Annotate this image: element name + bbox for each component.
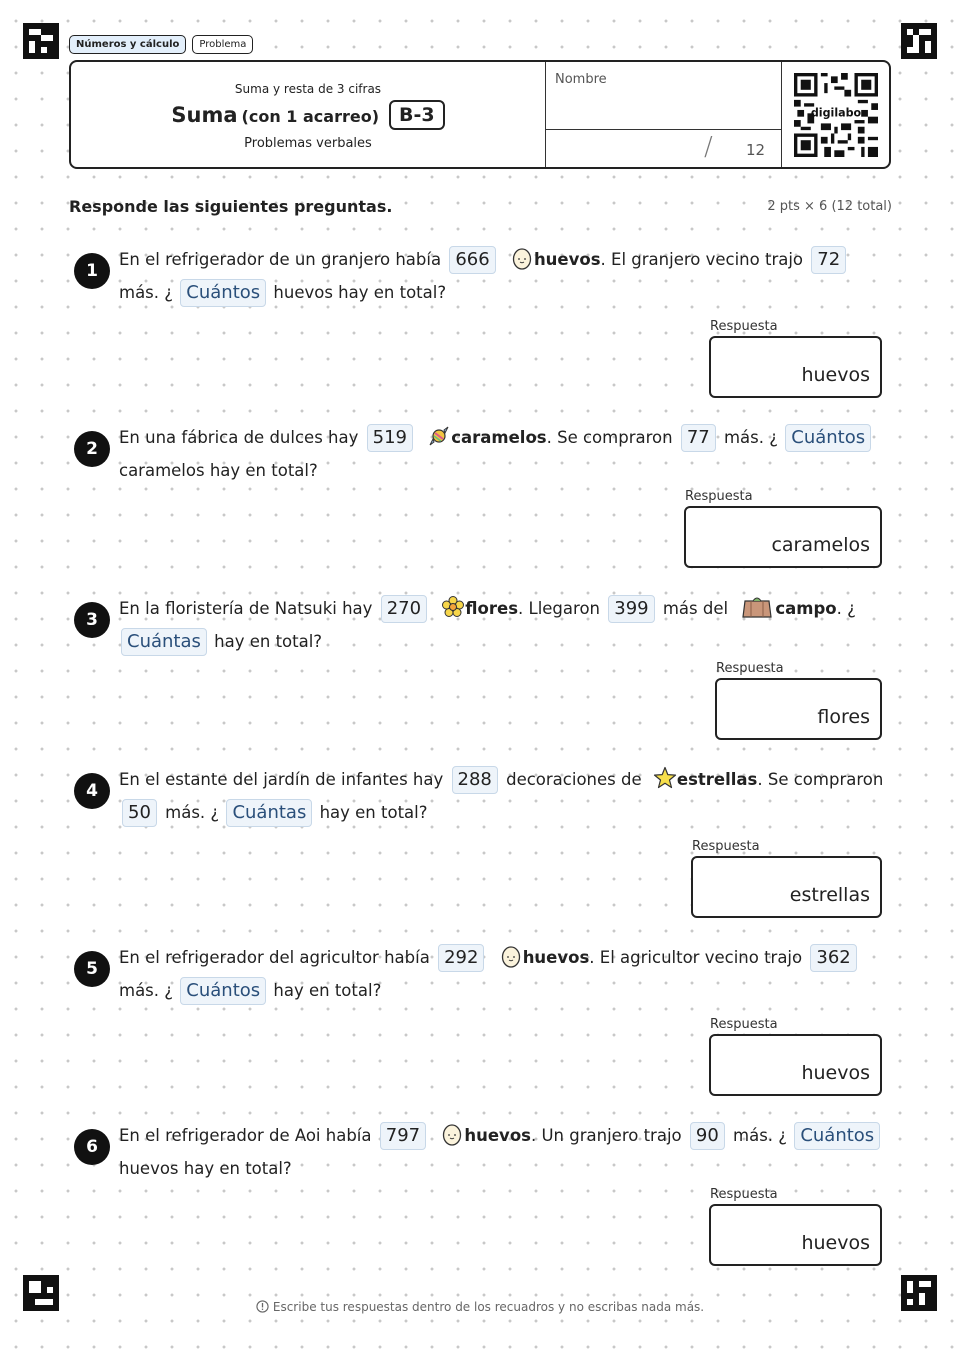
worksheet-title-wrap (171, 103, 379, 127)
keyword-box: Cuántos (180, 279, 266, 307)
answer-unit: flores (817, 706, 870, 728)
text-segment: hay en total? (319, 803, 428, 822)
question-text (119, 1119, 891, 1185)
footer-text: Escribe tus respuestas dentro de los recuadros y no escribas nada más. (272, 1300, 705, 1314)
text-segment: hay en total? (273, 981, 382, 1000)
answer-label: Respuesta (710, 319, 778, 334)
answer-unit: huevos (801, 1232, 870, 1254)
worksheet-title-paren: (con 1 acarreo) (241, 107, 379, 126)
question-text (119, 592, 891, 658)
tag-problem: Problema (192, 35, 253, 54)
keyword-box: Cuántas (121, 628, 207, 656)
question-text (119, 941, 891, 1007)
text-segment: huevos hay en total? (273, 283, 447, 302)
text-segment: . Llegaron (518, 599, 600, 618)
answer-box-6[interactable] (709, 1204, 882, 1266)
points-info: 2 pts × 6 (12 total) (767, 199, 892, 214)
text-segment: En el estante del jardín de infantes hay (119, 770, 444, 789)
problem-number: 5 (74, 951, 110, 987)
text-segment: caramelos hay en total? (119, 461, 318, 480)
title-row (71, 100, 545, 130)
answer-label: Respuesta (710, 1187, 778, 1202)
egg-icon (499, 944, 523, 968)
question-text (119, 763, 891, 829)
answer-label: Respuesta (710, 1017, 778, 1032)
text-segment: . Se compraron (546, 428, 673, 447)
question-text (119, 421, 891, 487)
text-segment: . Se compraron (757, 770, 884, 789)
problem-number: 2 (74, 431, 110, 467)
text-segment: decoraciones de (506, 770, 642, 789)
worksheet-subtitle: Suma y resta de 3 cifras (234, 82, 382, 96)
number-box: 72 (811, 246, 846, 274)
problem-number: 1 (74, 253, 110, 289)
question-text (119, 243, 891, 309)
text-segment: En el refrigerador de Aoi había (119, 1126, 372, 1145)
text-segment: . El agricultor vecino trajo (589, 948, 803, 967)
keyword-box: Cuántos (180, 977, 266, 1005)
bag-icon (739, 595, 775, 619)
candy-icon (427, 424, 451, 448)
egg-icon (510, 246, 534, 270)
problem-number: 3 (74, 602, 110, 638)
worksheet-header (69, 60, 891, 169)
answer-unit: huevos (801, 1062, 870, 1084)
qr-caption: digilabo (810, 106, 861, 120)
text-segment: más. ¿ (165, 803, 220, 822)
text-segment: más. ¿ (119, 981, 174, 1000)
egg-icon (440, 1122, 464, 1146)
number-box: 50 (122, 799, 157, 827)
text-segment: En una fábrica de dulces hay (119, 428, 359, 447)
object-word: flores (465, 599, 519, 618)
star-icon (653, 766, 677, 790)
text-segment: . El granjero vecino trajo (600, 250, 804, 269)
answer-unit: estrellas (789, 884, 870, 906)
tag-numbers: Números y cálculo (69, 35, 186, 54)
instructions: Responde las siguientes preguntas. (69, 197, 393, 216)
answer-box-5[interactable] (709, 1034, 882, 1096)
score-slash: / (704, 132, 713, 162)
object-word: huevos (464, 1126, 531, 1145)
object-word: estrellas (676, 770, 758, 789)
number-box: 666 (449, 246, 495, 274)
corner-marker-top-right (901, 23, 937, 59)
number-box: 519 (367, 424, 413, 452)
number-box: 797 (380, 1122, 426, 1150)
answer-label: Respuesta (716, 661, 784, 676)
answer-box-1[interactable] (709, 336, 882, 398)
object-word: huevos (533, 250, 601, 269)
answer-label: Respuesta (685, 489, 753, 504)
worksheet-title: Suma (171, 103, 238, 127)
info-icon (256, 1300, 269, 1313)
text-segment: En el refrigerador del agricultor había (119, 948, 430, 967)
keyword-box: Cuántos (785, 424, 871, 452)
object-word: huevos (522, 948, 590, 967)
number-box: 399 (608, 595, 654, 623)
problem-number: 4 (74, 773, 110, 809)
answer-unit: huevos (801, 364, 870, 386)
keyword-box: Cuántas (226, 799, 312, 827)
keyword-box: Cuántos (794, 1122, 880, 1150)
worksheet-description: Problemas verbales (244, 136, 372, 151)
answer-box-2[interactable] (684, 506, 882, 568)
object-word: caramelos (451, 428, 547, 447)
title-block (71, 62, 546, 167)
number-box: 90 (690, 1122, 725, 1150)
text-segment: más. ¿ (723, 428, 779, 447)
text-segment: más del (662, 599, 729, 618)
flower-icon (441, 595, 465, 619)
score-total: 12 (746, 141, 766, 159)
number-box: 77 (681, 424, 716, 452)
answer-box-3[interactable] (715, 678, 882, 740)
number-box: 288 (452, 766, 498, 794)
problem-number: 6 (74, 1129, 110, 1165)
text-segment: huevos hay en total? (119, 1159, 292, 1178)
text-segment: . ¿ (836, 599, 856, 618)
object-word: campo (775, 599, 837, 618)
qr-code-icon (794, 73, 878, 157)
answer-unit: caramelos (771, 534, 870, 556)
corner-marker-top-left (23, 23, 59, 59)
category-tags (69, 35, 253, 54)
footer-note (0, 1300, 960, 1314)
score-field[interactable] (546, 130, 781, 167)
text-segment: más. ¿ (119, 283, 174, 302)
text-segment: En la floristería de Natsuki hay (119, 599, 373, 618)
level-badge: B-3 (389, 100, 445, 130)
text-segment: . Un granjero trajo (530, 1126, 682, 1145)
text-segment: más. ¿ (733, 1126, 788, 1145)
name-score-block (546, 62, 782, 167)
answer-box-4[interactable] (691, 856, 882, 918)
name-field[interactable]: Nombre (546, 62, 781, 130)
number-box: 362 (810, 944, 856, 972)
number-box: 270 (381, 595, 427, 623)
text-segment: En el refrigerador de un granjero había (119, 250, 442, 269)
number-box: 292 (438, 944, 484, 972)
text-segment: hay en total? (214, 632, 323, 651)
answer-label: Respuesta (692, 839, 760, 854)
qr-code-block (782, 62, 889, 167)
